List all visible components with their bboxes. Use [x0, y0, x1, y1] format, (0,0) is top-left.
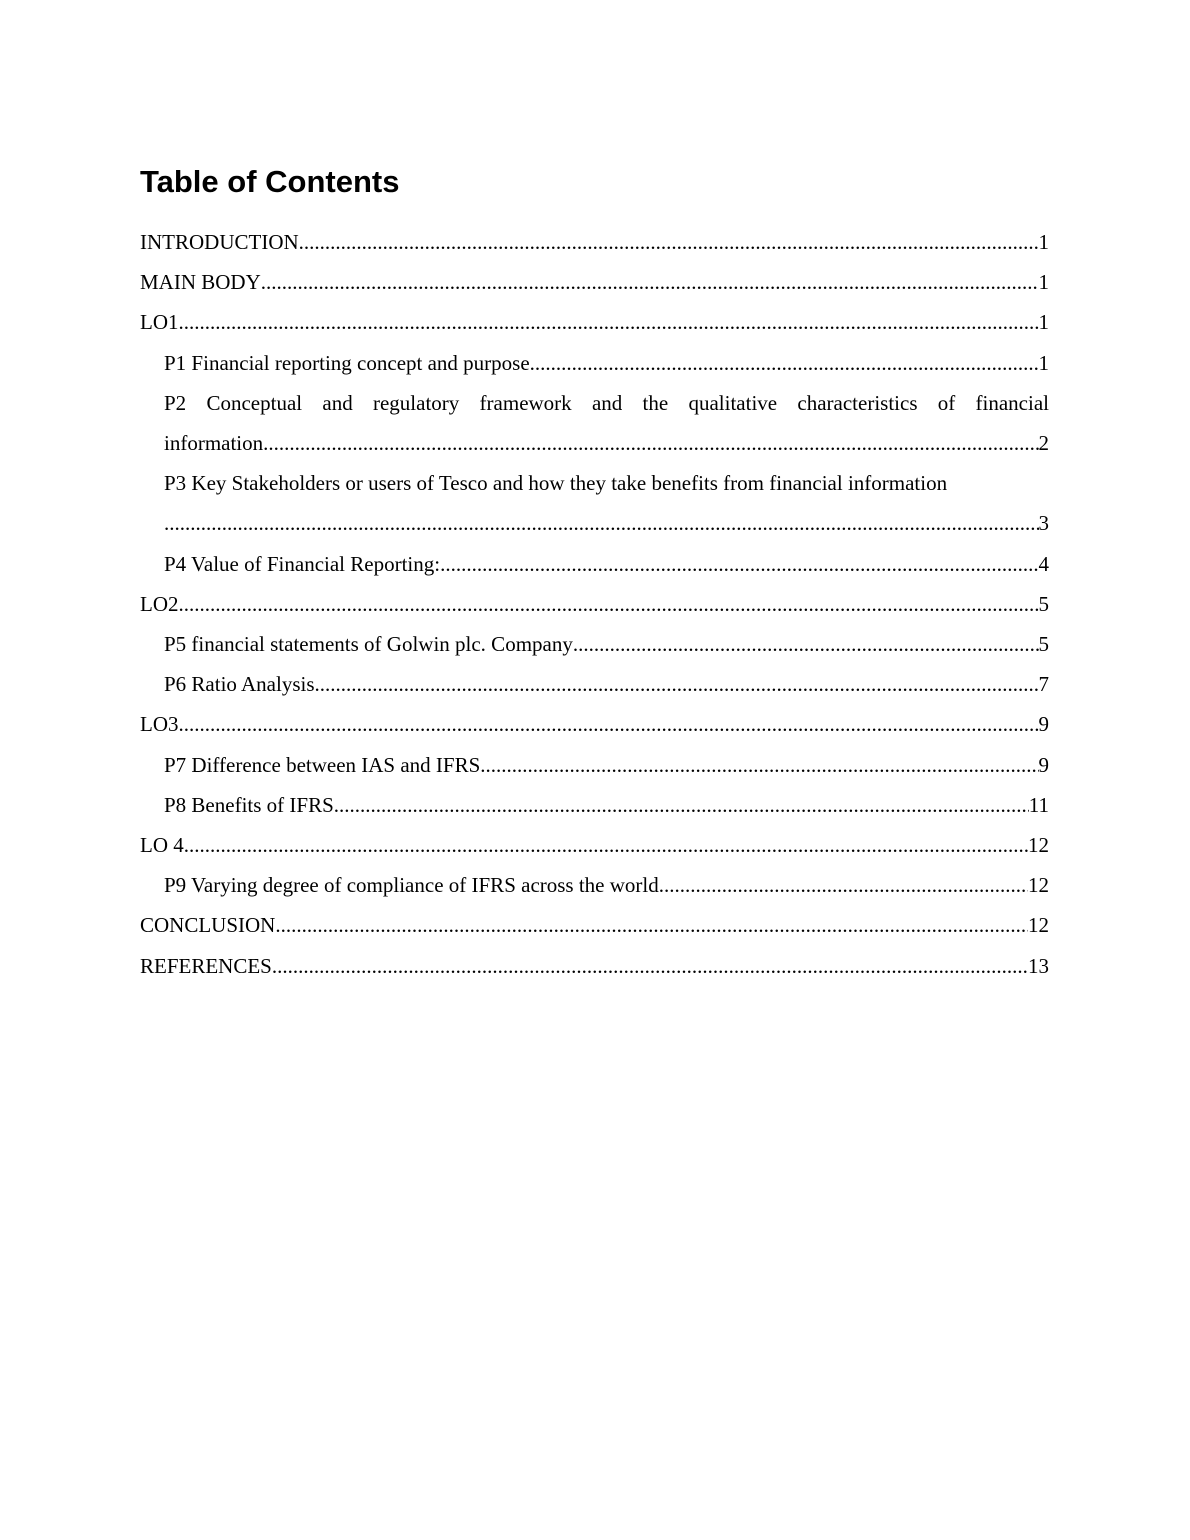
- toc-entry-p6[interactable]: [140, 664, 1049, 704]
- toc-entry-text-line1: P2 Conceptual and regulatory framework and the qualitative characteristics of financial: [164, 390, 1049, 415]
- toc-title: Table of Contents: [140, 164, 400, 199]
- toc-entry-references[interactable]: [140, 946, 1049, 986]
- toc-page-number: 9: [1038, 712, 1049, 737]
- dot-leader: [164, 503, 1039, 543]
- toc-entry-p5[interactable]: [140, 624, 1049, 664]
- toc-entry-lo4[interactable]: [140, 825, 1049, 865]
- toc-page-number: 9: [1038, 752, 1049, 777]
- toc-entry-p4[interactable]: [140, 544, 1049, 584]
- toc-entry-text: INTRODUCTION: [140, 230, 299, 254]
- toc-entry-lo1[interactable]: [140, 302, 1049, 342]
- toc-page-number: 5: [1038, 632, 1049, 657]
- toc-entry-text: MAIN BODY: [140, 270, 261, 295]
- dot-leader: [184, 825, 1028, 865]
- dot-leader: [179, 302, 1039, 342]
- toc-entry-text-line2: information: [164, 431, 264, 456]
- toc-page-number: 1: [1038, 230, 1049, 254]
- dot-leader: [315, 664, 1039, 704]
- toc-entry-text: P7 Difference between IAS and IFRS: [164, 752, 481, 777]
- toc-page-number: 1: [1038, 270, 1049, 295]
- toc-entry-text-line1: P3 Key Stakeholders or users of Tesco and how they take benefits from financial information: [164, 471, 948, 496]
- toc-entry-p8[interactable]: [140, 785, 1049, 825]
- toc-entry-text: P9 Varying degree of compliance of IFRS across the world: [164, 873, 659, 898]
- toc-page-number: 13: [1028, 953, 1049, 978]
- toc-page-number: 3: [1038, 511, 1049, 536]
- toc-entry-text: REFERENCES: [140, 953, 272, 978]
- toc-page-number: 7: [1038, 672, 1049, 697]
- dot-leader: [261, 262, 1039, 302]
- toc-entry-p1[interactable]: [140, 343, 1049, 383]
- toc-entry-p3[interactable]: [140, 463, 1049, 543]
- toc-entry-text: LO 4: [140, 833, 184, 858]
- dot-leader: [573, 624, 1039, 664]
- toc-entry-text: CONCLUSION: [140, 913, 276, 938]
- dot-leader: [179, 584, 1039, 624]
- toc-entry-text: P8 Benefits of IFRS: [164, 792, 334, 817]
- toc-entry-lo2[interactable]: [140, 584, 1049, 624]
- dot-leader: [440, 544, 1038, 584]
- dot-leader: [179, 704, 1039, 744]
- toc-entry-text: P4 Value of Financial Reporting:: [164, 551, 441, 576]
- dot-leader: [272, 946, 1028, 986]
- dot-leader: [263, 423, 1038, 463]
- toc-entry-text-line2-row: [164, 503, 1049, 543]
- toc-page-number: 11: [1028, 792, 1049, 817]
- dot-leader: [275, 905, 1028, 945]
- dot-leader: [334, 785, 1029, 825]
- toc-entry-lo3[interactable]: [140, 704, 1049, 744]
- toc-entry-text: LO3: [140, 712, 179, 737]
- dot-leader: [299, 222, 1039, 262]
- toc-page-number: 1: [1038, 350, 1049, 375]
- toc-entry-p2[interactable]: [140, 383, 1049, 463]
- toc-entry-text: P6 Ratio Analysis: [164, 672, 315, 697]
- toc-page-number: 5: [1038, 591, 1049, 616]
- dot-leader: [480, 745, 1038, 785]
- toc-page-number: 12: [1028, 873, 1049, 898]
- toc-entry-text: P5 financial statements of Golwin plc. Company: [164, 632, 573, 657]
- toc-page-number: 12: [1028, 833, 1049, 858]
- toc-entry-conclusion[interactable]: [140, 905, 1049, 945]
- toc-entry-p9[interactable]: [140, 865, 1049, 905]
- toc-page-number: 12: [1028, 913, 1049, 938]
- toc-entry-main-body[interactable]: [140, 262, 1049, 302]
- toc-entry-text-line2-row: [164, 423, 1049, 463]
- dot-leader: [530, 343, 1039, 383]
- toc-page-number: 1: [1038, 310, 1049, 335]
- toc-page-number: 4: [1038, 551, 1049, 576]
- toc-entry-p7[interactable]: [140, 745, 1049, 785]
- toc-page-number: 2: [1038, 431, 1049, 456]
- toc-entry-introduction[interactable]: [140, 222, 1049, 262]
- toc-entry-text: LO2: [140, 591, 179, 616]
- table-of-contents: [140, 222, 1049, 986]
- dot-leader: [659, 865, 1028, 905]
- toc-entry-text: LO1: [140, 310, 179, 335]
- toc-entry-text: P1 Financial reporting concept and purpose: [164, 350, 530, 375]
